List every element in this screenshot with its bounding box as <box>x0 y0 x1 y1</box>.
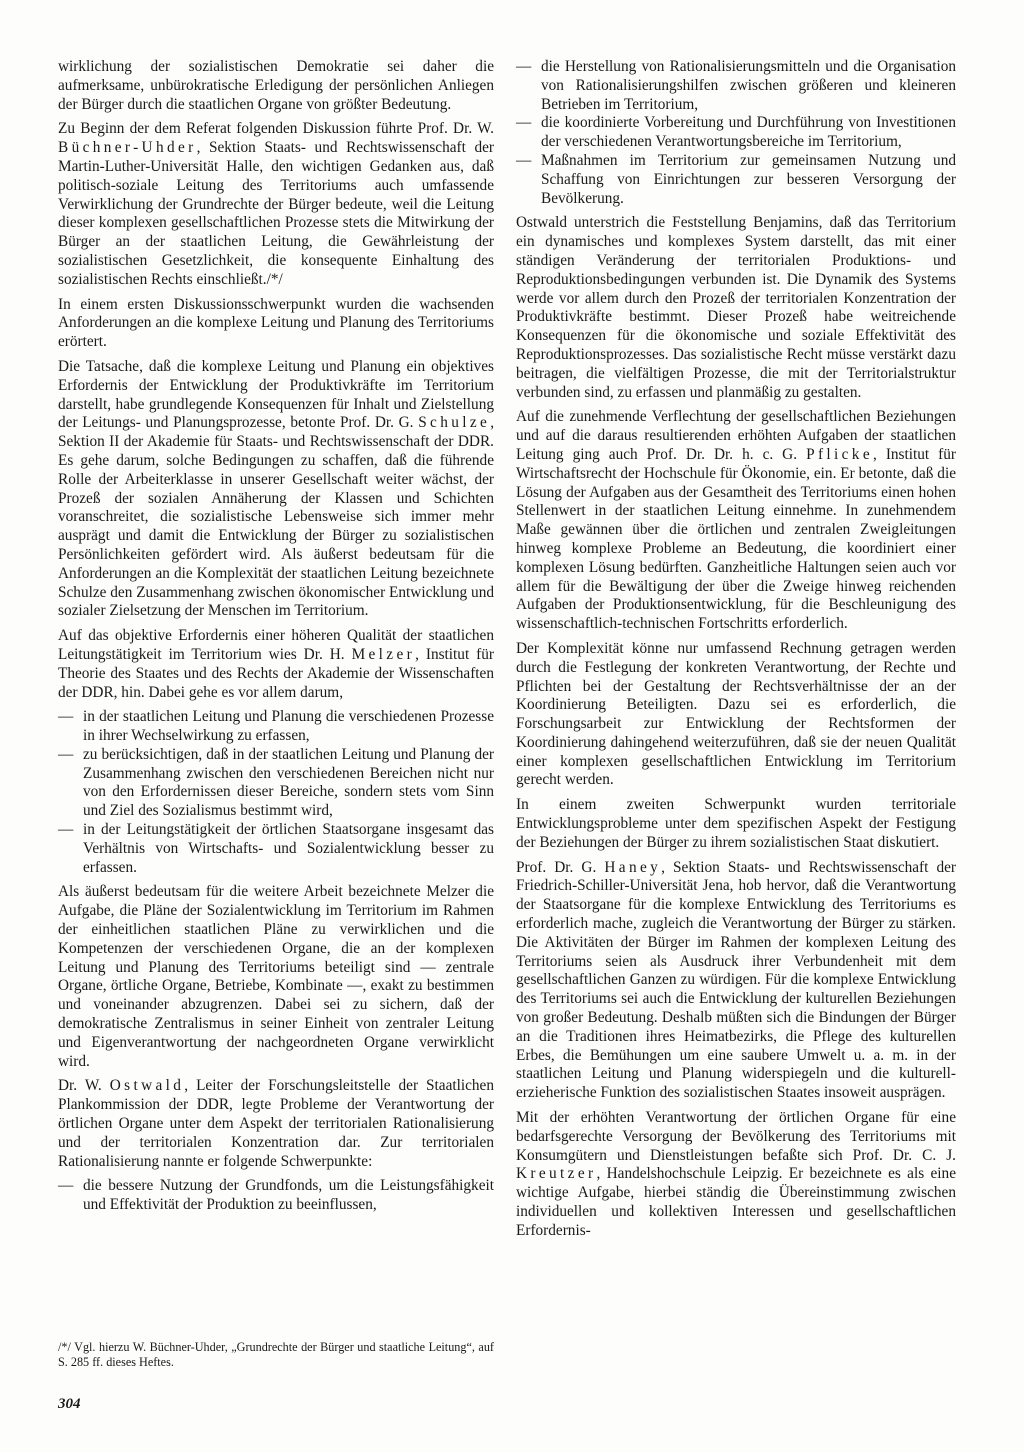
footnote: /*/ Vgl. hierzu W. Büchner-Uhder, „Grundrechte der Bürger und staatliche Leitung“, auf S. 285 ff. dieses Heftes. <box>58 1340 494 1369</box>
person-name: Kreutzer <box>516 1165 597 1183</box>
dash-marker: — <box>516 151 532 169</box>
dash-marker: — <box>58 821 74 839</box>
list-item <box>516 152 956 208</box>
person-name: Haney <box>604 858 662 876</box>
text-run: Die Tatsache, daß die komplexe Leitung und Planung ein objektives Erfordernis der Entwicklung der Produktivkräfte im Territorium darstellt, habe grundlegende Konsequenzen für Inhalt und Zielstellung der Leitungs- und Planungsprozesse, betonte Prof. Dr. G. <box>58 357 494 432</box>
list-item <box>516 58 956 114</box>
dash-marker: — <box>58 708 74 726</box>
text-run: Dr. W. <box>58 1077 102 1095</box>
person-name: Schulze <box>418 414 491 432</box>
text-run: , Institut für Wirtschaftsrecht der Hochschule für Ökonomie, ein. Er betonte, daß die Lösung der Aufgaben aus der Gesamtheit des Territoriums einen hohen Stellenwert in der staatlichen Leitung einnehme. In zunehmendem Maße gewännen über die örtlichen und zentralen Zweigleitungen hinweg komplexe Probleme an Bedeutung, die koordiniert einer komplexen Lösung bedürften. Ganzheitliche Haltungen seien auch vor allem für die Bewältigung der über die Zweige hinweg reichenden Aufgaben der Produktionsentwicklung, für die Beschleunigung des wissenschaftlich-technischen Fortschritts erforderlich. <box>516 445 956 633</box>
paragraph <box>516 859 956 1103</box>
paragraph <box>516 1109 956 1241</box>
list-item <box>58 746 494 821</box>
paragraph: Als äußerst bedeutsam für die weitere Arbeit bezeichnete Melzer die Aufgabe, die Pläne der Sozialentwicklung im Territorium im Rahmen der einheitlichen staatlichen Pläne zu verwirklichen und die Kompetenzen der verschiedenen Organe, die an der komplexen Leitung und Planung des Territoriums beteiligt sind — zentrale Organe, örtliche Organe, Betriebe, Kombinate —, exakt zu bestimmen und voneinander abzugrenzen. Dabei sei zu sichern, daß der demokratische Zentralismus in seiner Einheit von zentraler Leitung und Eigenverantwortung der nachgeordneten Organe verwirklicht wird. <box>58 883 494 1070</box>
list-item-text: in der staatlichen Leitung und Planung die verschiedenen Prozesse in ihrer Wechselwirkung zu erfassen, <box>83 708 494 745</box>
paragraph <box>58 120 494 289</box>
text-run: Zu Beginn der dem Referat folgenden Diskussion führte Prof. Dr. W. <box>58 120 494 138</box>
dash-marker: — <box>58 745 74 763</box>
paragraph: In einem zweiten Schwerpunkt wurden territoriale Entwicklungsprobleme unter dem spezifischen Aspekt der Festigung der Beziehungen der Bürger zu ihrem sozialistischen Staat diskutiert. <box>516 796 956 851</box>
paragraph: Ostwald unterstrich die Feststellung Benjamins, daß das Territorium ein dynamisches und komplexes System darstellt, das mit einer ständigen Veränderung der territorialen Produktions- und Reproduktionsbedingungen verbunden ist. Die Dynamik des Systems werde vor allem durch den Prozeß der territorialen Konzentration der Produktivkräfte bestimmt. Dieser Prozeß habe weitreichende Konsequenzen für die ökonomische und soziale Effektivität des Reproduktionsprozesses. Das sozialistische Recht müsse verstärkt dazu beitragen, die vielfältigen Prozesse, die mit der Territorialstruktur verbunden sind, zu erfassen und planmäßig zu gestalten. <box>516 214 956 401</box>
paragraph <box>58 358 494 621</box>
left-column <box>58 58 494 1221</box>
dash-marker: — <box>58 1177 74 1195</box>
person-name: Melzer <box>351 645 416 663</box>
list-item-text: die koordinierte Vorbereitung und Durchführung von Investitionen der verschiedenen Verantwortungsbereiche im Territorium, <box>541 114 956 151</box>
dash-marker: — <box>516 114 532 132</box>
dash-list <box>516 58 956 208</box>
text-run: Mit der erhöhten Verantwortung der örtlichen Organe für eine bedarfsgerechte Versorgung der Bevölkerung des Territoriums mit Konsumgütern und Dienstleistungen befaßte sich Prof. Dr. C. J. <box>516 1109 956 1164</box>
right-column <box>516 58 956 1247</box>
list-item-text: die Herstellung von Rationalisierungsmitteln und die Organisation von Rationalisierungshilfen zwischen größeren und kleineren Betrieben im Territorium, <box>541 58 956 113</box>
text-run: Auf das objektive Erfordernis einer höheren Qualität der staatlichen Leitungstätigkeit im Territorium wies Dr. H. <box>58 627 494 663</box>
list-item-text: Maßnahmen im Territorium zur gemeinsamen Nutzung und Schaffung von Einrichtungen zur besseren Versorgung der Bevölkerung. <box>541 151 956 207</box>
text-run: , Sektion II der Akademie für Staats- und Rechtswissenschaft der DDR. Es gehe darum, solche Bedingungen zu schaffen, daß die führende Rolle der Arbeiterklasse in unserer Gesellschaft weiter wächst, der Prozeß der sozialen Annäherung der Klassen und Schichten voranschreitet, die sozialistische Lebensweise sich immer mehr ausprägt und damit die Entwicklung der Bürger zu sozialistischen Persönlichkeiten gefördert wird. Als äußerst bedeutsam für die Anforderungen an die Komplexität der staatlichen Leitung bezeichnete Schulze den Zusammenhang zwischen ökonomischer Entwicklung und sozialer Zielsetzung der Menschen im Territorium. <box>58 414 495 620</box>
person-name: Ostwald <box>109 1077 185 1095</box>
person-name: Büchner-Uhder <box>58 139 197 157</box>
text-run: , Sektion Staats- und Rechtswissenschaft der Friedrich-Schiller-Universität Jena, hob hervor, daß die Verantwortung der Staatsorgane für die komplexe Entwicklung des Territoriums es erforderlich mache, zugleich die Verantwortung der Bürger zu stärken. Die Aktivitäten der Bürger im Rahmen der komplexen Leitung des Territoriums seien als Ausdruck ihrer Verbundenheit mit dem gesellschaftlichen Ganzen zu würdigen. Für die komplexe Entwicklung des Territoriums sei auch die Entwicklung der kulturellen Beziehungen von großer Bedeutung. Deshalb müßten sich die Bindungen der Bürger an die Traditionen ihres Heimatbezirks, die Pflege des kulturellen Erbes, die Bemühungen um eine saubere Umwelt u. a. m. in der staatlichen Leitung und Planung widerspiegeln und die kulturell-erzieherische Funktion des sozialistischen Staates insoweit ausprägen. <box>516 858 956 1102</box>
paragraph: In einem ersten Diskussionsschwerpunkt wurden die wachsenden Anforderungen an die komplexe Leitung und Planung des Territoriums erörtert. <box>58 295 494 351</box>
paragraph <box>516 408 956 634</box>
dash-list <box>58 1177 494 1215</box>
text-run: , Handelshochschule Leipzig. Er bezeichnete es als eine wichtige Aufgabe, hierbei ständig die Übereinstimmung zwischen individuellen und kollektiven Interessen und gesellschaftlichen Erfordernis- <box>516 1165 956 1239</box>
list-item-text: in der Leitungstätigkeit der örtlichen Staatsorgane insgesamt das Verhältnis von Wirtschafts- und Sozialentwicklung besser zu erfassen. <box>83 821 494 876</box>
paragraph <box>58 627 494 702</box>
list-item <box>516 114 956 152</box>
paragraph: wirklichung der sozialistischen Demokratie sei daher die aufmerksame, unbürokratische Erledigung der persönlichen Anliegen der Bürger durch die staatlichen Organe von größter Bedeutung. <box>58 58 494 113</box>
text-run: , Sektion Staats- und Rechtswissenschaft der Martin-Luther-Universität Halle, den wichtigen Gedanken aus, daß politisch-soziale Leitung des Territoriums auch umfassende Verwirklichung der Grundrechte der Bürger bedeute, weil die Leitung dieser komplexen gesellschaftlichen Prozesse stets die Mitwirkung der Bürger an der staatlichen Leitung, die Gewährleistung der sozialistischen Gesetzlichkeit, die konsequente Einhaltung des sozialistischen Rechts einschließt./*/ <box>58 139 494 288</box>
list-item <box>58 1177 494 1215</box>
dash-list <box>58 708 494 877</box>
list-item-text: zu berücksichtigen, daß in der staatlichen Leitung und Planung der Zusammenhang zwischen den verschiedenen Bereichen nicht nur von den Erfordernissen dieser Bereiche, sondern stets vom Sinn und Ziel des Sozialismus bestimmt wird, <box>83 745 494 820</box>
list-item-text: die bessere Nutzung der Grundfonds, um die Leistungsfähigkeit und Effektivität der Produktion zu beeinflussen, <box>83 1177 494 1214</box>
paragraph <box>58 1077 494 1171</box>
text-run: Prof. Dr. G. <box>516 858 597 876</box>
dash-marker: — <box>516 58 532 75</box>
page-number: 304 <box>58 1396 81 1412</box>
text-run: , Leiter der Forschungsleitstelle der Staatlichen Plankommission der DDR, legte Probleme der Verantwortung der örtlichen Organe unter dem Aspekt der territorialen Rationalisierung und der territorialen Konzentration dar. Zur territorialen Rationalisierung nannte er folgende Schwerpunkte: <box>58 1077 494 1170</box>
text-run: Auf die zunehmende Verflechtung der gesellschaftlichen Beziehungen und auf die daraus resultierenden erhöhten Aufgaben der staatlichen Leitung ging auch Prof. Dr. Dr. h. c. G. <box>516 408 956 463</box>
list-item <box>58 708 494 746</box>
paragraph: Der Komplexität könne nur umfassend Rechnung getragen werden durch die Festlegung der konkreten Verantwortung, der Rechte und Pflichten bei der Gestaltung der Rechtsverhältnisse der an der Koordinierung Beteiligten. Dazu sei es erforderlich, die Forschungsarbeit zur Entwicklung der Rechtsformen der Koordinierung dahingehend weiterzuführen, daß sie der neuen Qualität einer komplexen gesellschaftlichen Entwicklung im Territorium gerecht werden. <box>516 639 956 789</box>
person-name: Pflicke <box>806 445 873 463</box>
text-run: , Institut für Theorie des Staates und des Rechts der Akademie der Wissenschaften der DDR, hin. Dabei gehe es vor allem darum, <box>58 645 494 701</box>
list-item <box>58 821 494 877</box>
